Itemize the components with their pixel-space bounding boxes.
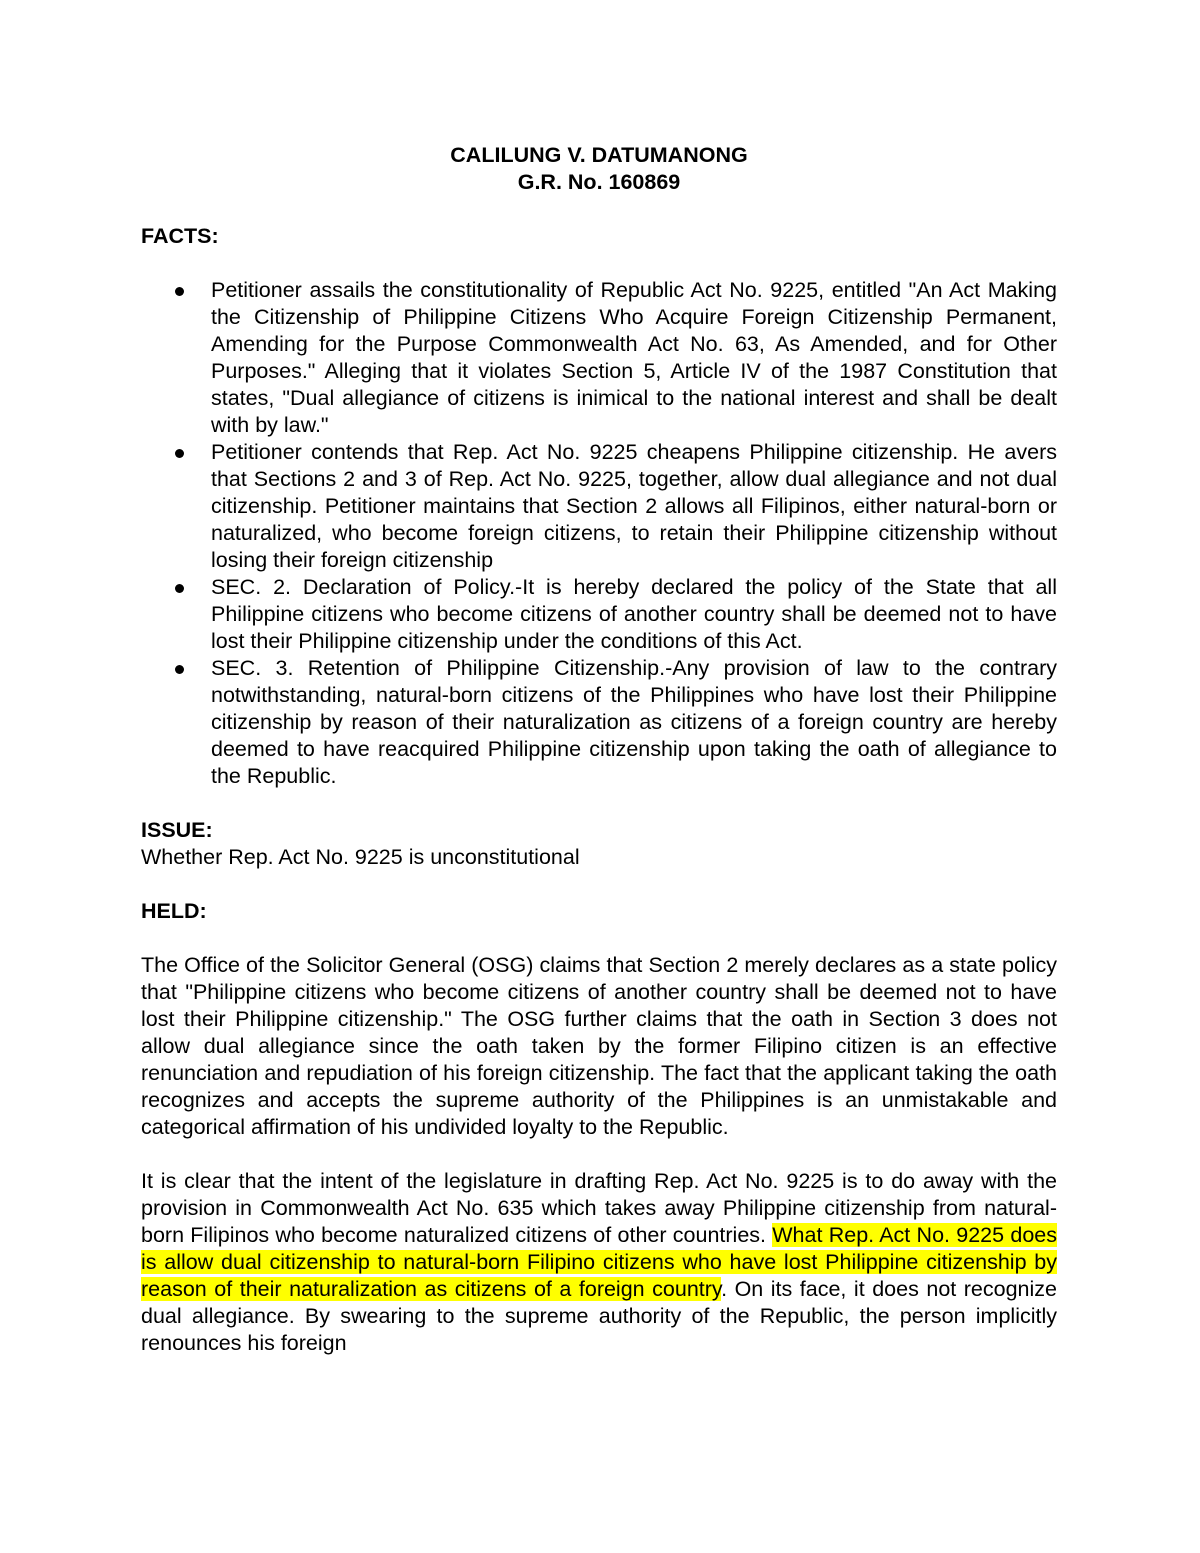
held-paragraph-2-end: . On its face, it does not recognize dual allegiance. By swearing to the supreme authority of the Republic, the person implicitly renounces his foreign bbox=[141, 1277, 1057, 1355]
case-title: CALILUNG V. DATUMANONG bbox=[450, 143, 748, 167]
facts-item bbox=[141, 574, 1057, 655]
facts-item bbox=[141, 655, 1057, 790]
bullet-icon bbox=[175, 584, 184, 593]
facts-item-text: Petitioner contends that Rep. Act No. 9225 cheapens Philippine citizenship. He avers that Sections 2 and 3 of Rep. Act No. 9225, together, allow dual allegiance and not dual citizenship. Petitioner maintains that Section 2 allows all Filipinos, either natural-born or naturalized, who become foreign citizens, to retain their Philippine citizenship without losing their foreign citizenship bbox=[211, 440, 1057, 572]
held-paragraph-1: The Office of the Solicitor General (OSG) claims that Section 2 merely declares as a state policy that "Philippine citizens who become citizens of another country shall be deemed not to have lost their Philippine citizenship." The OSG further claims that the oath in Section 3 does not allow dual allegiance since the oath taken by the former Filipino citizen is an effective renunciation and repudiation of his foreign citizenship. The fact that the applicant taking the oath recognizes and accepts the supreme authority of the Philippines is an unmistakable and categorical affirmation of his undivided loyalty to the Republic. bbox=[141, 953, 1057, 1139]
issue-text: Whether Rep. Act No. 9225 is unconstitutional bbox=[141, 845, 580, 869]
facts-item bbox=[141, 277, 1057, 439]
bullet-icon bbox=[175, 287, 184, 296]
bullet-icon bbox=[175, 665, 184, 674]
facts-item-text: SEC. 2. Declaration of Policy.-It is hereby declared the policy of the State that all Philippine citizens who become citizens of another country shall be deemed not to have lost their Philippine citizenship under the conditions of this Act. bbox=[211, 575, 1057, 653]
document-page bbox=[141, 142, 1057, 1357]
issue-heading: ISSUE: bbox=[141, 818, 213, 842]
held-heading: HELD: bbox=[141, 899, 207, 923]
facts-item-text: Petitioner assails the constitutionality of Republic Act No. 9225, entitled "An Act Making the Citizenship of Philippine Citizens Who Acquire Foreign Citizenship Permanent, Amending for the Purpose Commonwealth Act No. 63, As Amended, and for Other Purposes." Alleging that it violates Section 5, Article IV of the 1987 Constitution that states, "Dual allegiance of citizens is inimical to the national interest and shall be dealt with by law." bbox=[211, 278, 1057, 437]
bullet-icon bbox=[175, 449, 184, 458]
held-paragraph-2 bbox=[141, 1168, 1057, 1357]
facts-item-text: SEC. 3. Retention of Philippine Citizenship.-Any provision of law to the contrary notwithstanding, natural-born citizens of the Philippines who have lost their Philippine citizenship by reason of their naturalization as citizens of a foreign country are hereby deemed to have reacquired Philippine citizenship upon taking the oath of allegiance to the Republic. bbox=[211, 656, 1057, 788]
facts-heading: FACTS: bbox=[141, 224, 219, 248]
held-paragraph-2-start: It is clear that the intent of the legislature in drafting Rep. Act No. 9225 is to do away with the provision in Commonwealth Act No. 635 which takes away Philippine citizenship from natural-born Filipinos who become naturalized citizens of other countries. bbox=[141, 1169, 1057, 1247]
highlighted-text: What Rep. Act No. 9225 does is allow dual citizenship to natural-born Filipino citizens who have lost Philippine citizenship by reason of their naturalization as citizens of a foreign country bbox=[141, 1223, 1057, 1301]
case-number: G.R. No. 160869 bbox=[517, 170, 681, 194]
facts-item bbox=[141, 439, 1057, 574]
facts-list bbox=[141, 277, 1057, 790]
